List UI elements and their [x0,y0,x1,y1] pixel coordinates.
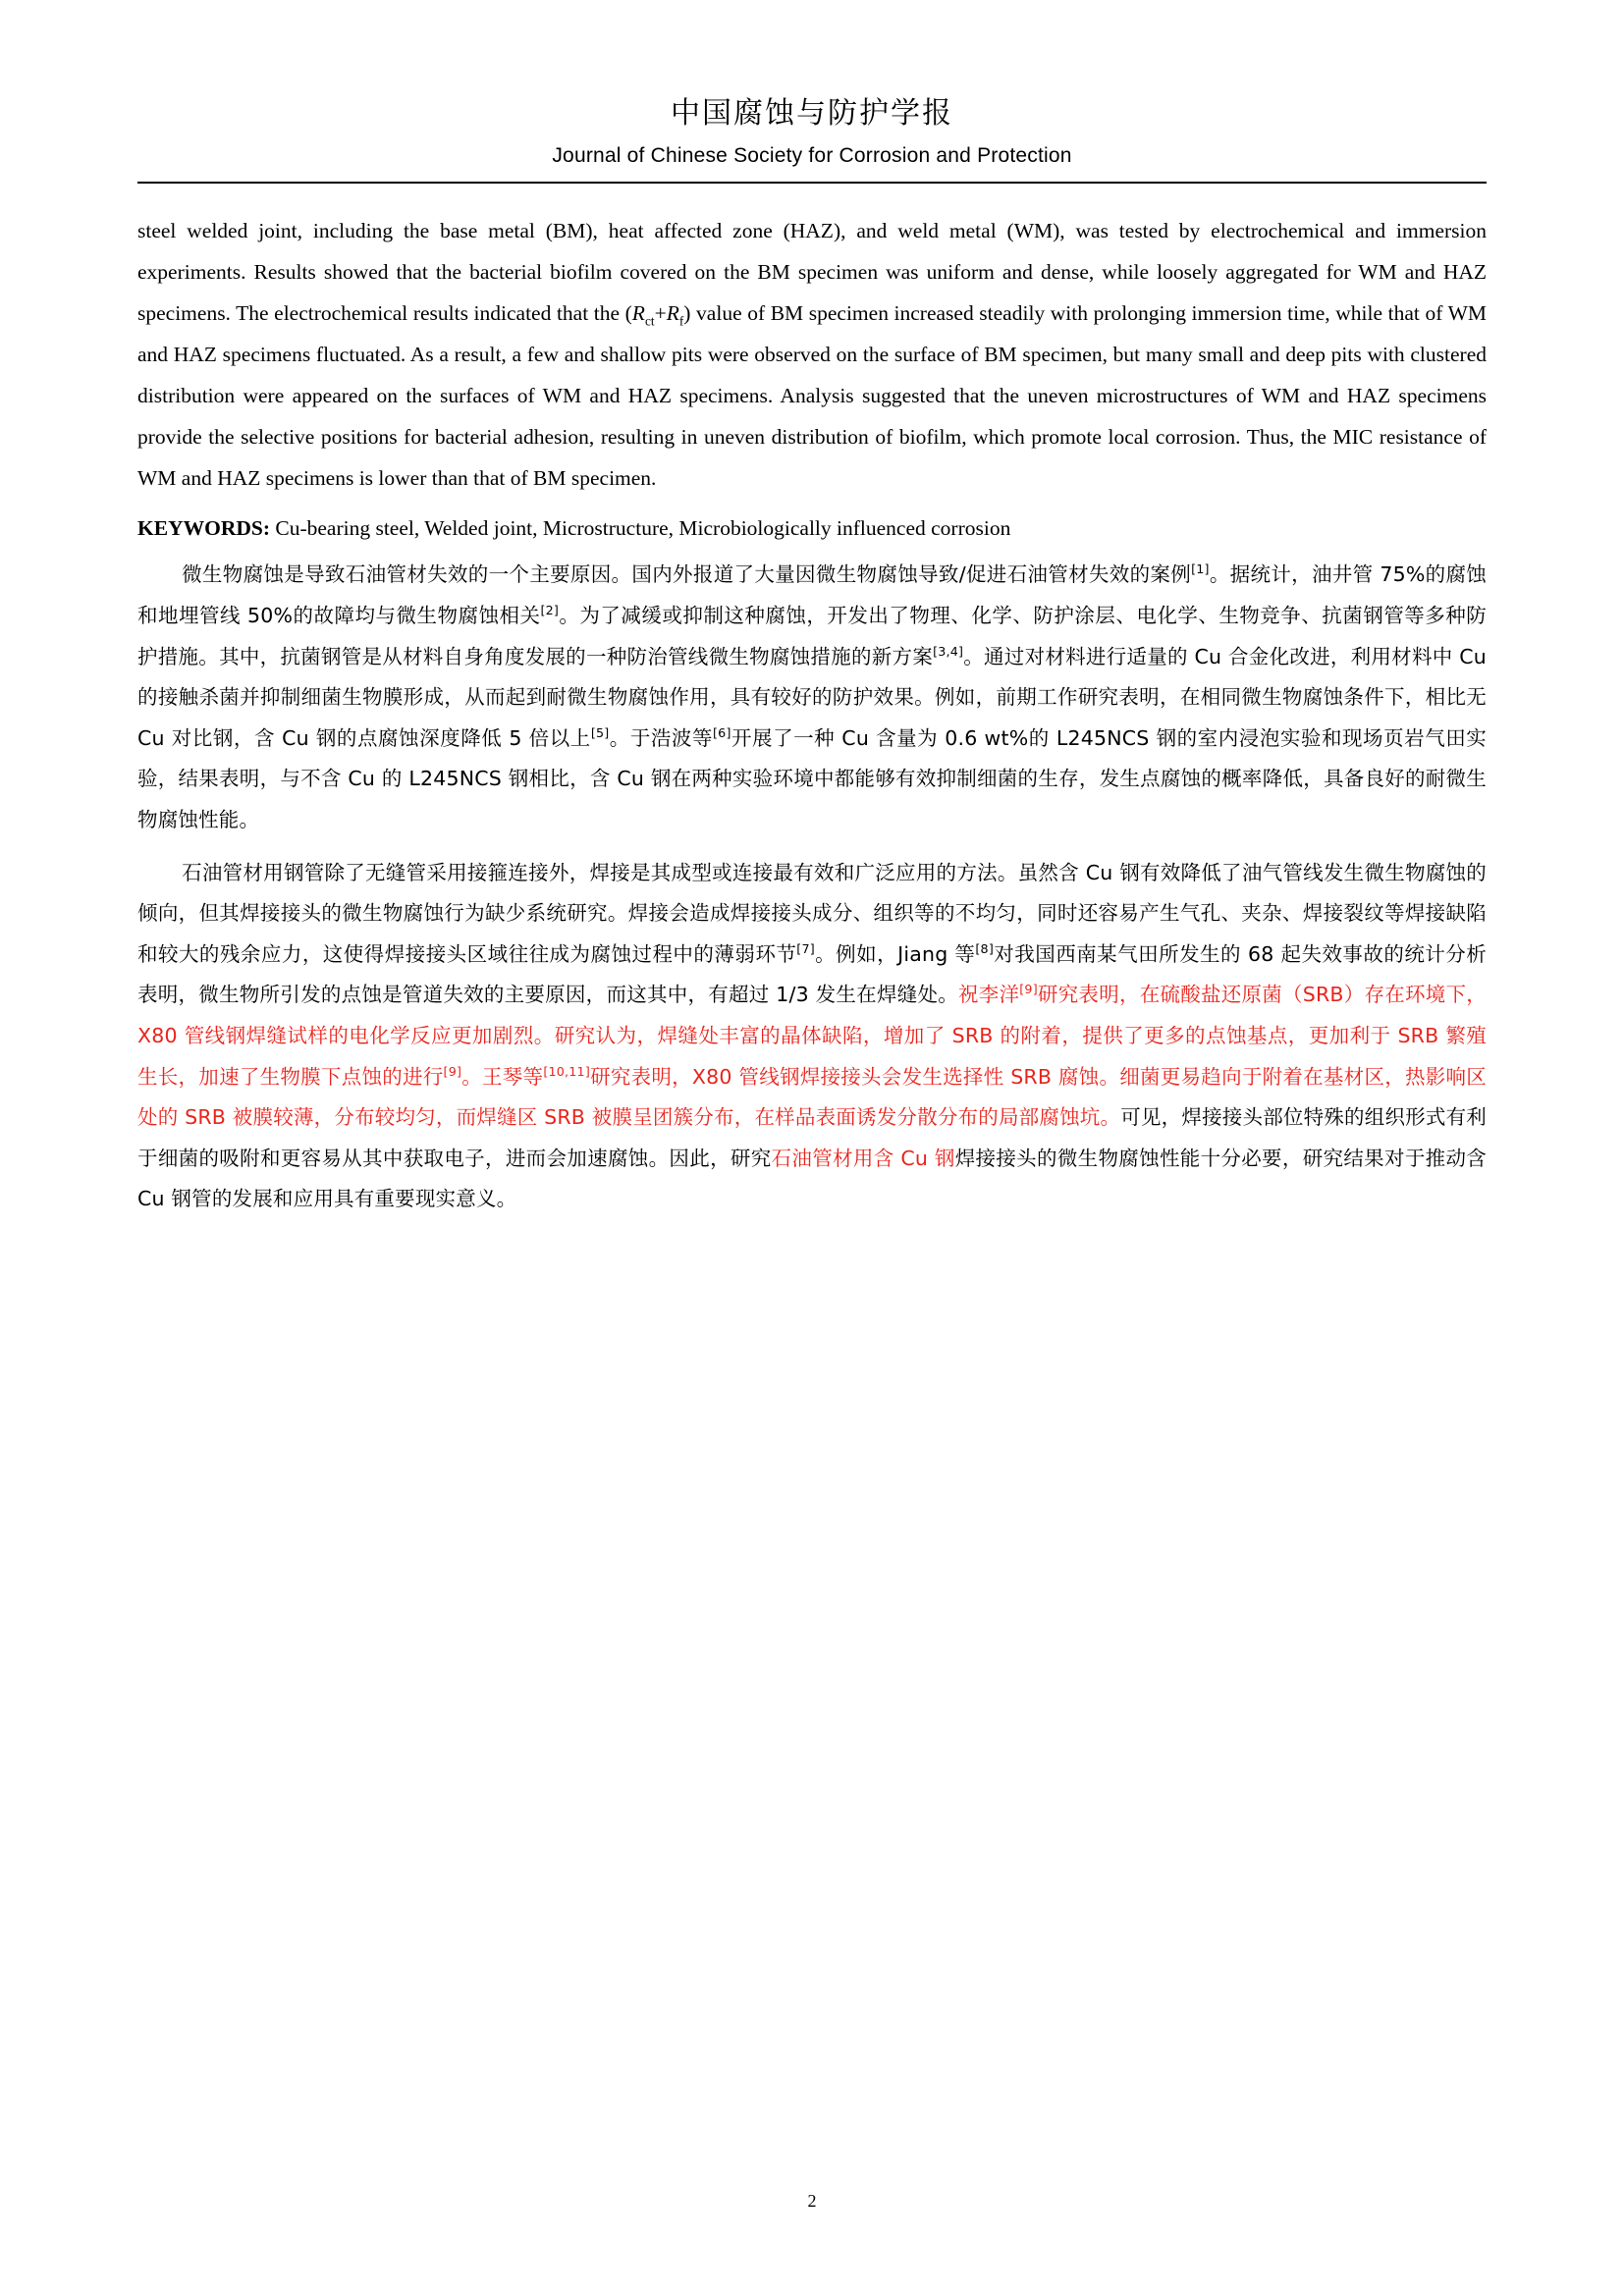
para2-segment-black-1: 石油管材用钢管除了无缝管采用接箍连接外，焊接是其成型或连接最有效和广泛应用的方法。虽然含 Cu 钢有效降低了油气管线发生微生物腐蚀的倾向，但其焊接接头的微生物腐蚀行为缺少系统研究。焊接会造成焊接接头成分、组织等的不均匀，同时还容易产生气孔、夹杂、焊接裂纹等焊接缺陷和较大的残余应力，这使得焊接接头区域往往成为腐蚀过程中的薄弱环节[7]。例如，Jiang 等[8]对我国西南某气田所发生的 68 起失效事故的统计分析表明，微生物所引发的点蚀是管道失效的主要原因，而这其中，有超过 1/3 发生在焊缝处。 [137,860,1487,1007]
page-number: 2 [807,2191,817,2211]
body-paragraph-2 [137,853,1487,1220]
journal-title-cn: 中国腐蚀与防护学报 [671,96,953,131]
journal-title-en: Journal of Chinese Society for Corrosion and Protection [552,144,1072,167]
keywords-value: Cu-bearing steel, Welded joint, Microstructure, Microbiologically influenced corrosion [275,516,1011,541]
para2-segment-black-2: 可见，焊接接头部位特殊的组织形式有利于细菌的吸附和更容易从其中获取电子，进而会加速腐蚀。因此，研究 [137,1105,1487,1170]
body-paragraph-1: 微生物腐蚀是导致石油管材失效的一个主要原因。国内外报道了大量因微生物腐蚀导致/促进石油管材失效的案例[1]。据统计，油井管 75%的腐蚀和地埋管线 50%的故障均与微生物腐蚀相关[2]。为了减缓或抑制这种腐蚀，开发出了物理、化学、防护涂层、电化学、生物竞争、抗菌钢管等多种防护措施。其中，抗菌钢管是从材料自身角度发展的一种防治管线微生物腐蚀措施的新方案[3,4]。通过对材料进行适量的 Cu 合金化改进，利用材料中 Cu 的接触杀菌并抑制细菌生物膜形成，从而起到耐微生物腐蚀作用，具有较好的防护效果。例如，前期工作研究表明，在相同微生物腐蚀条件下，相比无 Cu 对比钢，含 Cu 钢的点腐蚀深度降低 5 倍以上[5]。于浩波等[6]开展了一种 Cu 含量为 0.6 wt%的 L245NCS 钢的室内浸泡实验和现场页岩气田实验，结果表明，与不含 Cu 的 L245NCS 钢相比，含 Cu 钢在两种实验环境中都能够有效抑制细菌的生存，发生点腐蚀的概率降低，具备良好的耐微生物腐蚀性能。 [137,561,1488,831]
keywords-label: KEYWORDS: [137,516,270,541]
abstract-paragraph: steel welded joint, including the base metal (BM), heat affected zone (HAZ), and weld metal (WM), was tested by electrochemical and immersion experiments. Results showed that the bacterial biofilm covered on the BM specimen was uniform and dense, while loosely aggregated for WM and HAZ specimens. The electrochemical results indicated that the $(R_{ct}+R_f)$ value of BM specimen increased steadily with prolonging immersion time, while that of WM and HAZ specimens fluctuated. As a result, a few and shallow pits were observed on the surface of BM specimen, but many small and deep pits with clustered distribution were appeared on the surfaces of WM and HAZ specimens. Analysis suggested that the uneven microstructures of WM and HAZ specimens provide the selective positions for bacterial adhesion, resulting in uneven distribution of biofilm, which promote local corrosion. Thus, the MIC resistance of WM and HAZ specimens is lower than that of BM specimen. [137,219,1487,490]
para2-segment-red-2: 石油管材用含 Cu 钢 [771,1146,955,1170]
para2-segment-red-1: 祝李洋[9]研究表明，在硫酸盐还原菌（SRB）存在环境下，X80 管线钢焊缝试样的电化学反应更加剧烈。研究认为，焊缝处丰富的晶体缺陷，增加了 SRB 的附着，提供了更多的点蚀基点，更加利于 SRB 繁殖生长，加速了生物膜下点蚀的进行[9]。王琴等[10,11]研究表明，X80 管线钢焊接接头会发生选择性 SRB 腐蚀。细菌更易趋向于附着在基材区，热影响区处的 SRB 被膜较薄，分布较均匀，而焊缝区 SRB 被膜呈团簇分布，在样品表面诱发分散分布的局部腐蚀坑。 [137,982,1488,1130]
keywords-line [137,508,1487,549]
page-content [137,184,1487,1220]
page-header [0,0,1624,184]
para2-segment-black-3: 焊接接头的微生物腐蚀性能十分必要，研究结果对于推动含 Cu 钢管的发展和应用具有重要现实意义。 [137,1146,1487,1211]
abstract-section [137,211,1487,499]
